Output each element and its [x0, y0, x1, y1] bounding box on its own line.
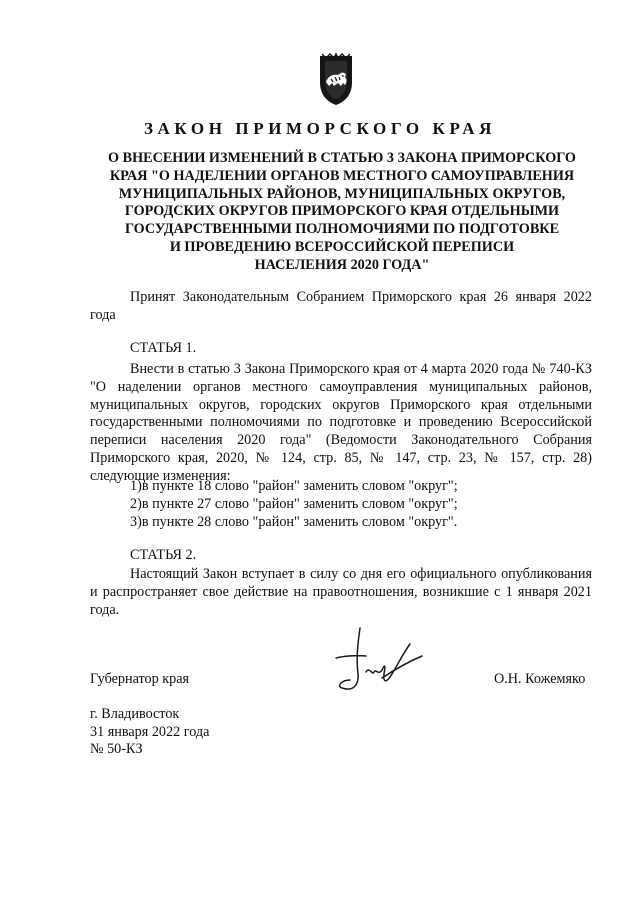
subtitle-line: ГОСУДАРСТВЕННЫМИ ПОЛНОМОЧИЯМИ ПО ПОДГОТОВКЕ	[124, 221, 560, 238]
signatory-name: О.Н. Кожемяко	[494, 671, 586, 687]
article-2-text: Настоящий Закон вступает в силу со дня его официального опубликования и распространяет свое действие на правоотношения, возникшие с 1 января 2021 года.	[90, 566, 592, 618]
law-subtitle	[92, 150, 592, 275]
list-item: 2)в пункте 27 слово "район" заменить словом "округ";	[130, 495, 458, 512]
document-footer	[90, 706, 209, 759]
city: г. Владивосток	[90, 706, 180, 722]
coat-of-arms-tiger-icon	[316, 52, 356, 106]
article-1-text: Внести в статью 3 Закона Приморского края от 4 марта 2020 года № 740-КЗ "О наделении органов местного самоуправления муниципальных районов, муниципальных округов, городских округов Приморского края отдельными государственными полномочиями по подготовке и проведению Всероссийской переписи населения 2020 года" (Ведомости Законодательного Собрания Приморского края, 2020, № 124, стр. 85, № 147, стр. 23, № 157, стр. 28) следующие изменения:	[90, 361, 592, 484]
subtitle-line: НАСЕЛЕНИЯ 2020 ГОДА"	[254, 256, 430, 273]
subtitle-line: О ВНЕСЕНИИ ИЗМЕНЕНИЙ В СТАТЬЮ 3 ЗАКОНА ПРИМОРСКОГО	[108, 150, 576, 166]
adoption-statement: Принят Законодательным Собранием Приморского края 26 января 2022 года	[90, 289, 592, 323]
law-title: ЗАКОН ПРИМОРСКОГО КРАЯ	[143, 119, 497, 138]
article-1-heading: СТАТЬЯ 1.	[130, 340, 197, 356]
subtitle-line: МУНИЦИПАЛЬНЫХ РАЙОНОВ, МУНИЦИПАЛЬНЫХ ОКРУГОВ,	[118, 185, 566, 202]
amendment-list	[130, 478, 458, 531]
subtitle-line: КРАЯ "О НАДЕЛЕНИИ ОРГАНОВ МЕСТНОГО САМОУПРАВЛЕНИЯ	[109, 167, 575, 184]
signatory-role: Губернатор края	[90, 671, 190, 687]
subtitle-line: ГОРОДСКИХ ОКРУГОВ ПРИМОРСКОГО КРАЯ ОТДЕЛЬНЫМИ	[124, 203, 560, 220]
list-item: 3)в пункте 28 слово "район" заменить словом "округ".	[130, 513, 458, 530]
handwritten-signature	[322, 622, 432, 702]
law-number: № 50-КЗ	[90, 741, 143, 758]
list-item: 1)в пункте 18 слово "район" заменить словом "округ";	[130, 478, 458, 494]
article-2-heading: СТАТЬЯ 2.	[130, 547, 197, 563]
subtitle-line: И ПРОВЕДЕНИЮ ВСЕРОССИЙСКОЙ ПЕРЕПИСИ	[169, 238, 515, 255]
signing-date: 31 января 2022 года	[90, 723, 210, 740]
